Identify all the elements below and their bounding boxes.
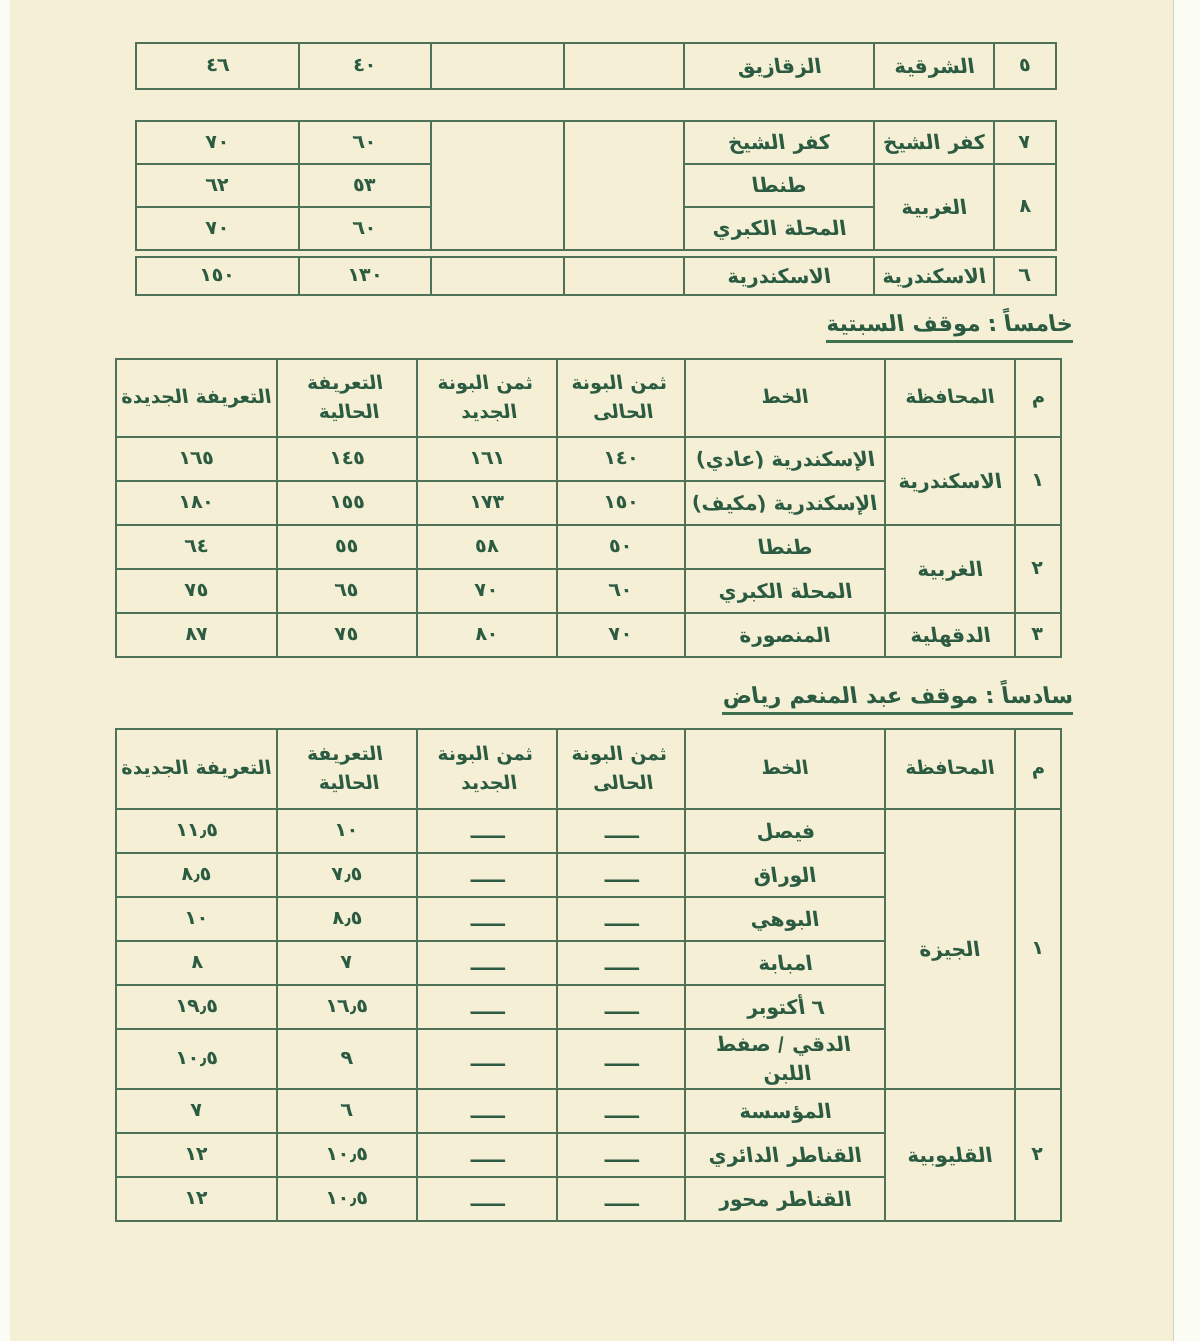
bona-new-cell-dash: ـــــ (417, 1029, 557, 1089)
line-cell: كفر الشيخ (684, 121, 874, 164)
tariff-new-cell: ١٨٠ (116, 481, 277, 525)
tariff-new-cell: ٦٢ (136, 164, 299, 207)
table-row (136, 121, 1056, 164)
line-cell: ٦ أكتوبر (685, 985, 885, 1029)
bona-current-cell: ٦٠ (557, 569, 685, 613)
table-row (116, 437, 1061, 481)
line-cell: الدقي / صفط اللبن (685, 1029, 885, 1089)
header-bona-current: ثمن البونة الحالى (557, 729, 685, 809)
row-number-cell: ١ (1015, 437, 1061, 525)
line-cell: الاسكندرية (684, 257, 874, 295)
bona-new-cell-dash: ـــــ (417, 941, 557, 985)
line-cell: القناطر محور (685, 1177, 885, 1221)
bona-new-cell: ٨٠ (417, 613, 557, 657)
bona-new-cell: ١٦١ (417, 437, 557, 481)
bona-new-cell-dash: ـــــ (417, 897, 557, 941)
bona-current-cell: ١٤٠ (557, 437, 685, 481)
tariff-new-cell: ١١٫٥ (116, 809, 277, 853)
tariff-new-cell: ١٩٫٥ (116, 985, 277, 1029)
line-cell: المنصورة (685, 613, 885, 657)
row-number-cell: ٧ (994, 121, 1056, 164)
governorate-cell: الغربية (885, 525, 1015, 613)
tariff-new-cell: ١٦٥ (116, 437, 277, 481)
governorate-cell: كفر الشيخ (874, 121, 994, 164)
bona-new-cell-dash: ـــــ (417, 985, 557, 1029)
header-bona-new: ثمن البونة الجديد (417, 729, 557, 809)
bona-new-cell-dash: ـــــ (417, 809, 557, 853)
tariff-current-cell: ١٠٫٥ (277, 1177, 417, 1221)
bona-current-cell: ١٥٠ (557, 481, 685, 525)
tariff-new-cell: ٧٥ (116, 569, 277, 613)
tariff-current-cell: ٦ (277, 1089, 417, 1133)
section6-heading: سادساً : موقف عبد المنعم رياض (722, 684, 1073, 715)
tariff-current-cell: ٨٫٥ (277, 897, 417, 941)
table-rows7-8 (135, 120, 1057, 251)
tariff-current-cell: ١٤٥ (277, 437, 417, 481)
governorate-cell: الاسكندرية (885, 437, 1015, 525)
table-row (136, 257, 1056, 295)
row-number-cell: ٣ (1015, 613, 1061, 657)
tariff-current-cell: ٧٥ (277, 613, 417, 657)
bona-current-cell-dash: ـــــ (557, 941, 685, 985)
header-line: الخط (685, 359, 885, 437)
line-cell: الزقازيق (684, 43, 874, 89)
bona-new-cell-dash: ـــــ (417, 1089, 557, 1133)
table-row (116, 613, 1061, 657)
row-number-cell: ٢ (1015, 525, 1061, 613)
tariff-current-cell: ١٥٥ (277, 481, 417, 525)
scanned-page (10, 0, 1174, 1341)
header-bona-new: ثمن البونة الجديد (417, 359, 557, 437)
bona-current-cell-dash: ـــــ (557, 809, 685, 853)
tariff-new-cell: ٦٤ (116, 525, 277, 569)
header-line: الخط (685, 729, 885, 809)
line-cell: القناطر الدائري (685, 1133, 885, 1177)
tariff-current-cell: ٧٫٥ (277, 853, 417, 897)
governorate-cell: الدقهلية (885, 613, 1015, 657)
line-cell: فيصل (685, 809, 885, 853)
line-cell: الإسكندرية (مكيف) (685, 481, 885, 525)
table-row5 (135, 42, 1057, 90)
tariff-current-cell: ٩ (277, 1029, 417, 1089)
table-row (116, 525, 1061, 569)
tariff-current-cell: ١٣٠ (299, 257, 431, 295)
bona-new-cell-empty (431, 43, 564, 89)
tariff-new-cell: ١٠ (116, 897, 277, 941)
line-cell: امبابة (685, 941, 885, 985)
tariff-current-cell: ١٦٫٥ (277, 985, 417, 1029)
bona-current-cell-empty (564, 43, 684, 89)
tariff-current-cell: ٧ (277, 941, 417, 985)
tariff-new-cell: ٨ (116, 941, 277, 985)
row-number-cell: ٨ (994, 164, 1056, 250)
tariff-new-cell: ٧ (116, 1089, 277, 1133)
bona-new-cell-empty (431, 121, 564, 250)
tariff-current-cell: ١٠٫٥ (277, 1133, 417, 1177)
row-number-cell: ٥ (994, 43, 1056, 89)
bona-current-cell-dash: ـــــ (557, 897, 685, 941)
line-cell: الوراق (685, 853, 885, 897)
table-header-row (116, 359, 1061, 437)
table-header-row (116, 729, 1061, 809)
line-cell: الإسكندرية (عادي) (685, 437, 885, 481)
bona-current-cell: ٧٠ (557, 613, 685, 657)
row-number-cell: ١ (1015, 809, 1061, 1089)
bona-new-cell-empty (431, 257, 564, 295)
line-cell: البوهي (685, 897, 885, 941)
bona-current-cell-dash: ـــــ (557, 1133, 685, 1177)
line-cell: المؤسسة (685, 1089, 885, 1133)
table-row (116, 809, 1061, 853)
header-governorate: المحافظة (885, 729, 1015, 809)
row-number-cell: ٢ (1015, 1089, 1061, 1221)
header-tariff-current: التعريفة الحالية (277, 359, 417, 437)
tariff-new-cell: ١٥٠ (136, 257, 299, 295)
governorate-cell: القليوبية (885, 1089, 1015, 1221)
governorate-cell: الشرقية (874, 43, 994, 89)
bona-new-cell: ٧٠ (417, 569, 557, 613)
tariff-current-cell: ٤٠ (299, 43, 431, 89)
bona-current-cell-dash: ـــــ (557, 1177, 685, 1221)
tariff-new-cell: ١٢ (116, 1133, 277, 1177)
header-number: م (1015, 359, 1061, 437)
bona-current-cell-dash: ـــــ (557, 985, 685, 1029)
section5-heading: خامساً : موقف السبتية (826, 312, 1073, 343)
tariff-current-cell: ٥٣ (299, 164, 431, 207)
header-number: م (1015, 729, 1061, 809)
row-number-cell: ٦ (994, 257, 1056, 295)
line-cell: طنطا (684, 164, 874, 207)
tariff-new-cell: ١٢ (116, 1177, 277, 1221)
governorate-cell: الغربية (874, 164, 994, 250)
tariff-new-cell: ٧٠ (136, 121, 299, 164)
tariff-current-cell: ١٠ (277, 809, 417, 853)
table-row6 (135, 256, 1057, 296)
tariff-current-cell: ٦٠ (299, 121, 431, 164)
bona-new-cell: ٥٨ (417, 525, 557, 569)
governorate-cell: الاسكندرية (874, 257, 994, 295)
bona-new-cell: ١٧٣ (417, 481, 557, 525)
bona-current-cell: ٥٠ (557, 525, 685, 569)
header-tariff-new: التعريفة الجديدة (116, 729, 277, 809)
tariff-current-cell: ٦٠ (299, 207, 431, 250)
header-tariff-current: التعريفة الحالية (277, 729, 417, 809)
sabtia-station-table (115, 358, 1062, 658)
bona-new-cell-dash: ـــــ (417, 853, 557, 897)
tariff-current-cell: ٥٥ (277, 525, 417, 569)
tariff-new-cell: ٤٦ (136, 43, 299, 89)
abdel-moneim-riad-station-table (115, 728, 1062, 1222)
tariff-current-cell: ٦٥ (277, 569, 417, 613)
header-bona-current: ثمن البونة الحالى (557, 359, 685, 437)
bona-current-cell-empty (564, 257, 684, 295)
bona-current-cell-dash: ـــــ (557, 853, 685, 897)
line-cell: طنطا (685, 525, 885, 569)
tariff-new-cell: ٨٧ (116, 613, 277, 657)
bona-current-cell-dash: ـــــ (557, 1029, 685, 1089)
line-cell: المحلة الكبري (685, 569, 885, 613)
tariff-new-cell: ٧٠ (136, 207, 299, 250)
bona-new-cell-dash: ـــــ (417, 1177, 557, 1221)
header-tariff-new: التعريفة الجديدة (116, 359, 277, 437)
table-row (116, 1089, 1061, 1133)
table-row (136, 43, 1056, 89)
header-governorate: المحافظة (885, 359, 1015, 437)
bona-current-cell-empty (564, 121, 684, 250)
bona-current-cell-dash: ـــــ (557, 1089, 685, 1133)
governorate-cell: الجيزة (885, 809, 1015, 1089)
bona-new-cell-dash: ـــــ (417, 1133, 557, 1177)
tariff-new-cell: ١٠٫٥ (116, 1029, 277, 1089)
line-cell: المحلة الكبري (684, 207, 874, 250)
tariff-new-cell: ٨٫٥ (116, 853, 277, 897)
